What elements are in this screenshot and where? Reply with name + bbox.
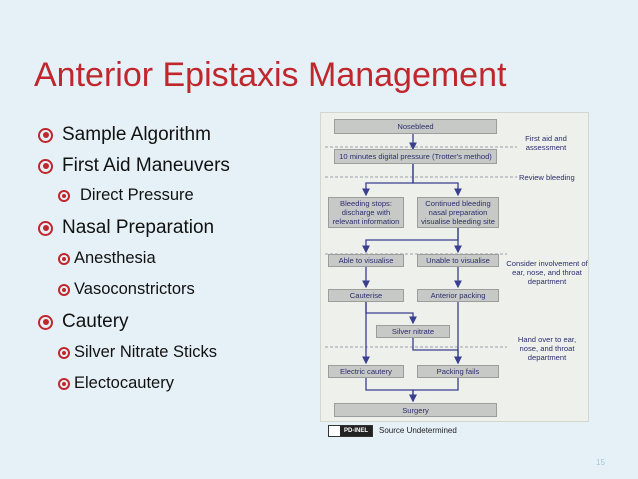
license-badge-text: PD-INEL: [340, 426, 372, 436]
node-nosebleed: Nosebleed: [334, 119, 497, 134]
node-bleeding-stops: Bleeding stops: discharge with relevant information: [328, 197, 404, 228]
bullet-icon: [58, 378, 70, 390]
bullet-icon: [58, 284, 70, 296]
arrow-to-bleeding-stops: [366, 164, 413, 195]
note-first-aid: First aid and assessment: [525, 134, 567, 152]
node-packing-fails: Packing fails: [417, 365, 499, 378]
license-badge-left: [329, 426, 340, 436]
bullet-icon: [58, 253, 70, 265]
source-text: Source Undetermined: [379, 426, 457, 435]
bullet-item: [38, 311, 129, 333]
node-surgery: Surgery: [334, 403, 497, 417]
node-digital-pressure: 10 minutes digital pressure (Trotter's method): [334, 149, 497, 164]
arrow-electric-surgery: [366, 378, 413, 401]
bullet-text: Cautery: [62, 311, 129, 332]
image-attribution: [328, 425, 457, 436]
note-review-bleeding: Review bleeding: [519, 173, 575, 182]
sub-bullet-item: [58, 186, 194, 205]
epistaxis-flowchart: [320, 112, 589, 422]
bullet-item: [38, 155, 230, 177]
sub-bullet-item: [58, 343, 217, 362]
bullet-icon: [38, 128, 53, 143]
bullet-text: Electocautery: [74, 374, 174, 392]
bullet-text: Vasoconstrictors: [74, 280, 195, 298]
node-electric-cautery: Electric cautery: [328, 365, 404, 378]
bullet-item: [38, 124, 211, 146]
arrow-to-surgery: [413, 378, 458, 401]
sub-bullet-item: [58, 280, 195, 299]
note-consider-ent: Consider involvement of ear, nose, and throat department: [506, 259, 588, 286]
arrow-to-able: [366, 228, 458, 252]
bullet-text: First Aid Maneuvers: [62, 155, 230, 176]
bullet-icon: [38, 315, 53, 330]
bullet-icon: [38, 221, 53, 236]
bullet-text: Nasal Preparation: [62, 217, 215, 238]
node-able-visualise: Able to visualise: [328, 254, 404, 267]
bullet-icon: [38, 159, 53, 174]
node-anterior-packing: Anterior packing: [417, 289, 499, 302]
bullet-text: Sample Algorithm: [62, 124, 211, 145]
bullet-text: Anesthesia: [74, 249, 156, 267]
bullet-icon: [58, 347, 70, 359]
license-badge: [328, 425, 373, 437]
node-unable-visualise: Unable to visualise: [417, 254, 499, 267]
note-handover-ent: Hand over to ear, nose, and throat department: [517, 335, 577, 362]
arrow-silver-packing: [413, 338, 458, 363]
arrow-to-continued: [413, 164, 458, 195]
sub-bullet-item: [58, 249, 156, 268]
bullet-icon: [58, 190, 70, 202]
node-silver-nitrate: Silver nitrate: [376, 325, 450, 338]
bullet-text: Silver Nitrate Sticks: [74, 343, 218, 361]
node-continued-bleeding: Continued bleeding nasal preparation visualise bleeding site: [417, 197, 499, 228]
sub-bullet-item: [58, 374, 174, 393]
slide-title: Anterior Epistaxis Management: [34, 56, 507, 94]
bullet-text: Direct Pressure: [80, 186, 194, 204]
bullet-item: [38, 217, 214, 239]
page-number: 15: [596, 458, 605, 467]
node-cauterise: Cauterise: [328, 289, 404, 302]
arrow-to-silver: [366, 302, 413, 323]
